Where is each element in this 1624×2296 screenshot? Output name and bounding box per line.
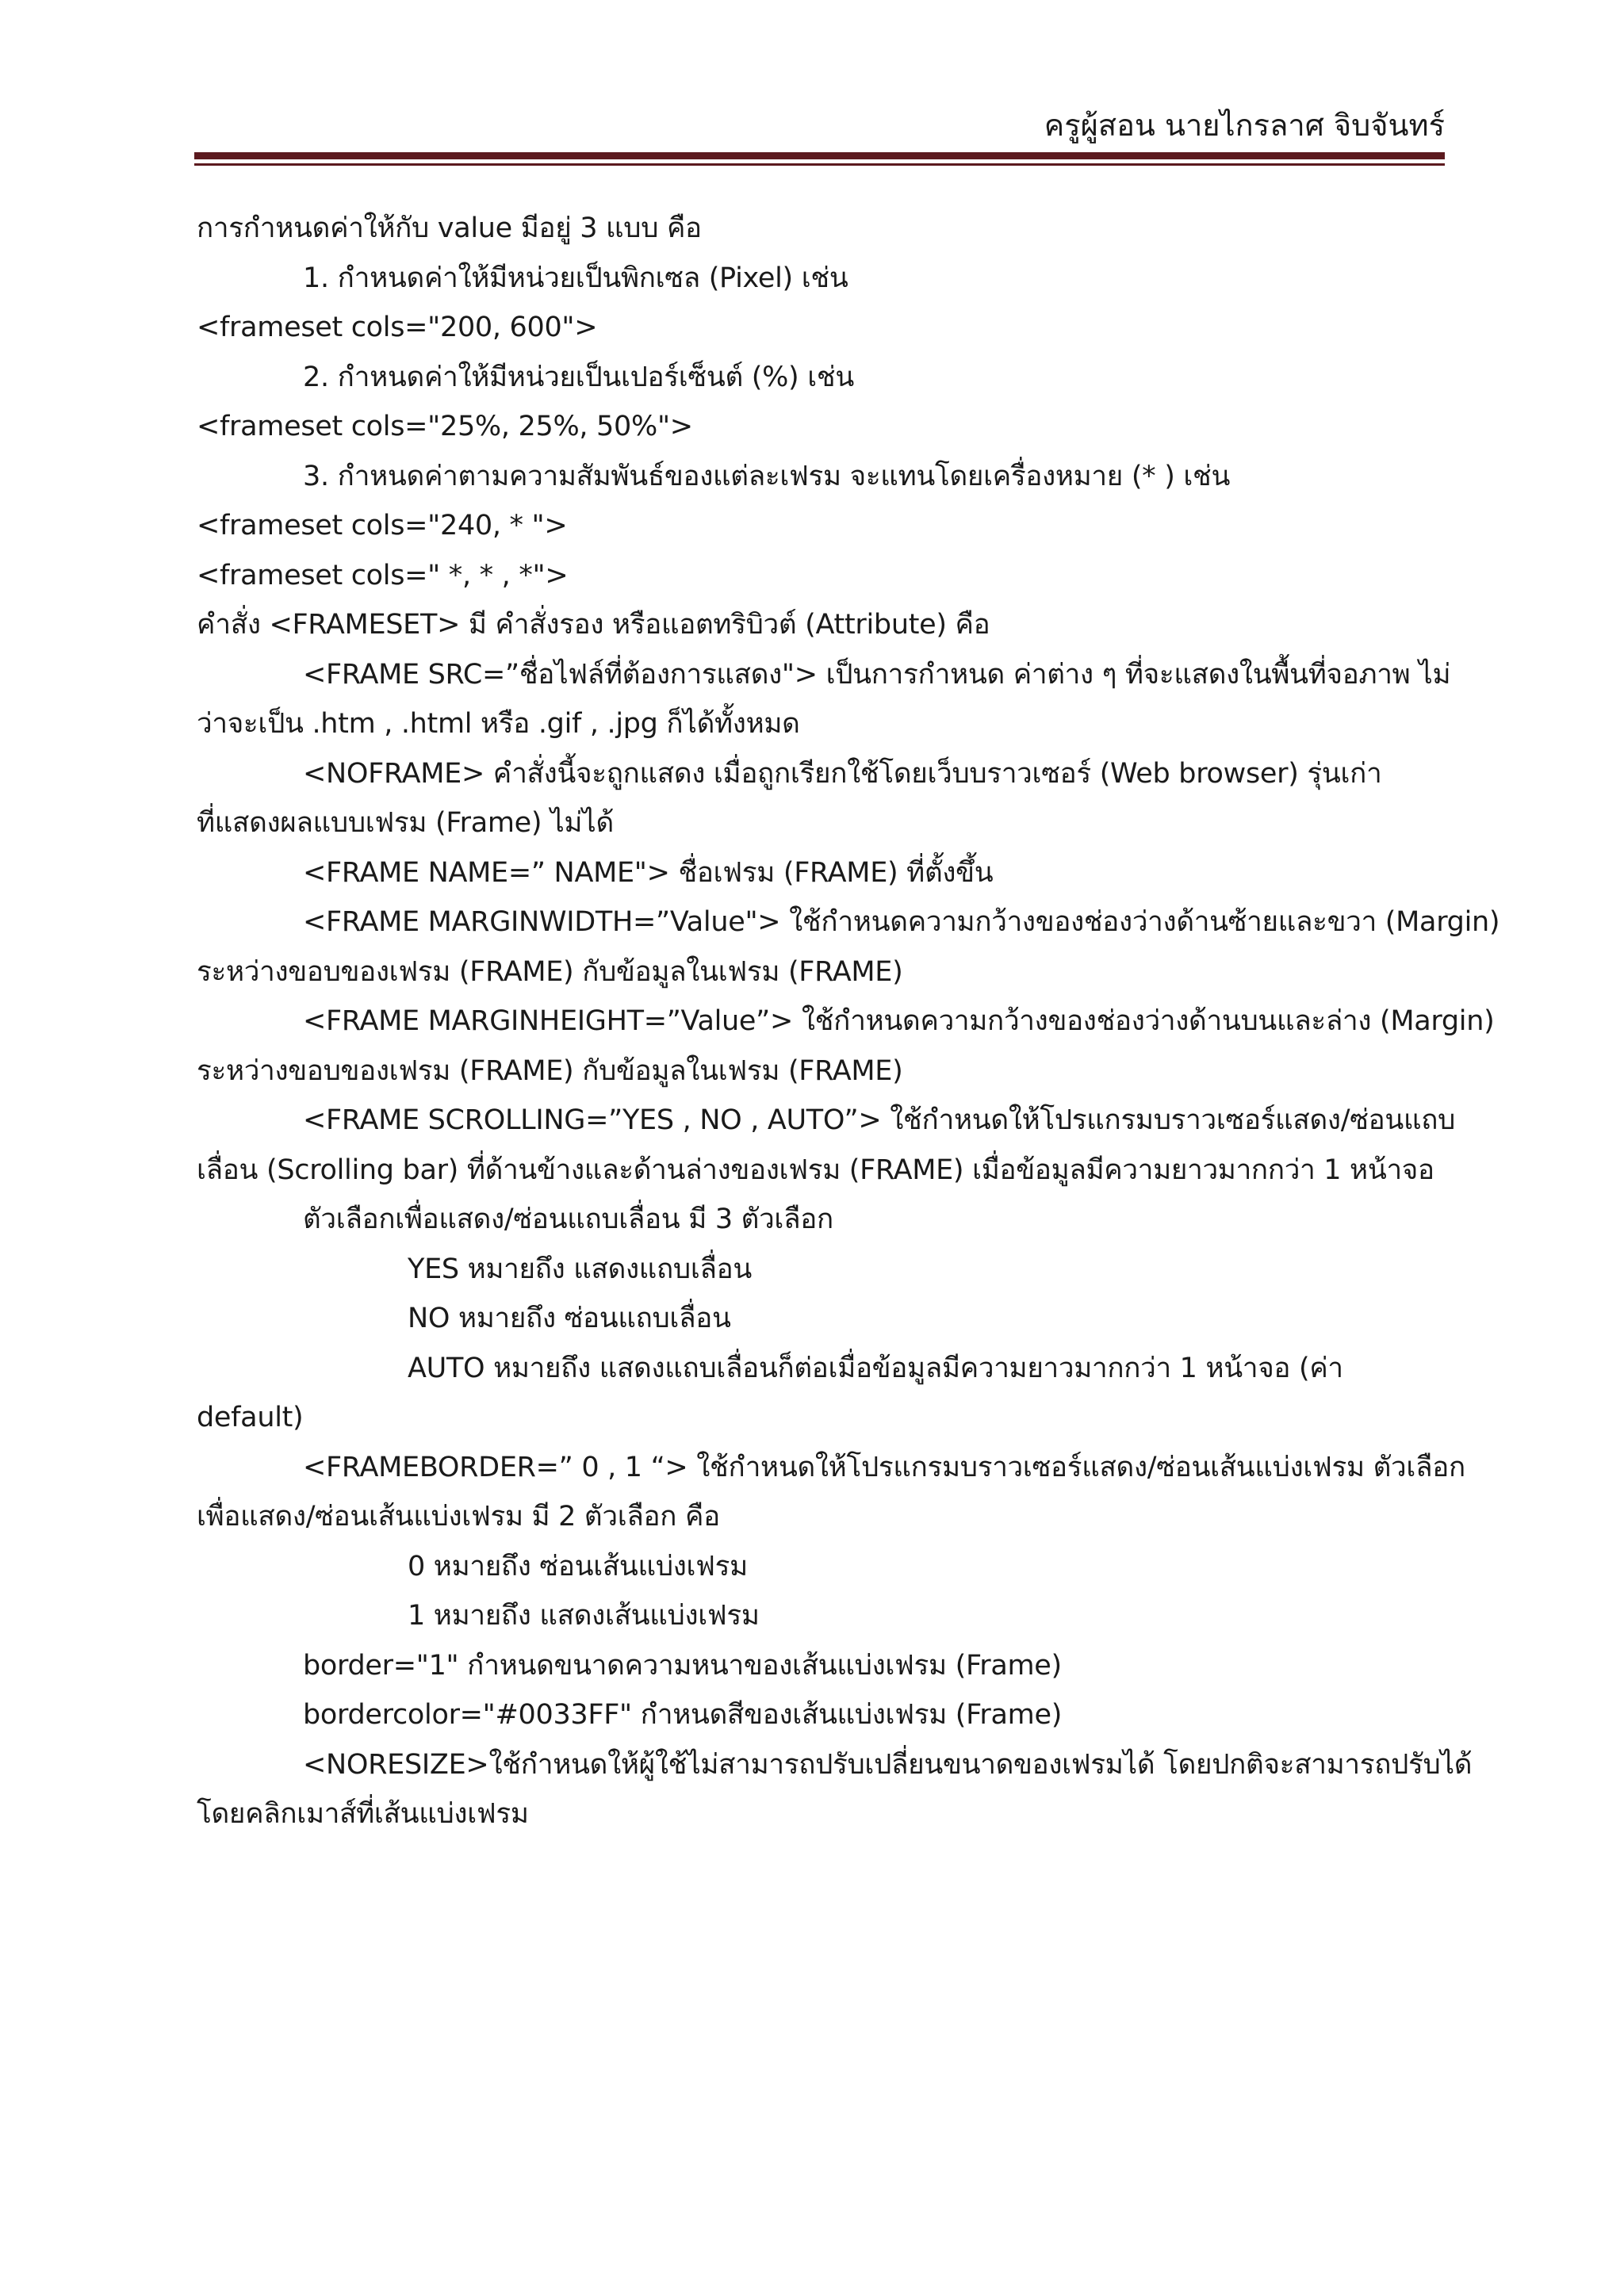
text-line: ว่าจะเป็น .htm , .html หรือ .gif , .jpg ก็ได้ทั้งหมด [197,708,800,740]
text-line: <frameset cols=" *, * , *"> [197,559,569,591]
text-line: <FRAME MARGINHEIGHT=”Value”> ใช้กำหนดความกว้างของช่องว่างด้านบนและล่าง (Margin) [303,1005,1495,1037]
page-header-teacher: ครูผู้สอน นายไกรลาศ จิบจันทร์ [1044,108,1445,143]
header-rule-thin [194,163,1445,166]
text-line: AUTO หมายถึง แสดงแถบเลื่อนก็ต่อเมื่อข้อมูลมีความยาวมากกว่า 1 หน้าจอ (ค่า [408,1352,1343,1384]
text-line: NO หมายถึง ซ่อนแถบเลื่อน [408,1303,731,1334]
text-line: bordercolor="#0033FF" กำหนดสีของเส้นแบ่งเฟรม (Frame) [303,1699,1063,1731]
text-line: เพื่อแสดง/ซ่อนเส้นแบ่งเฟรม มี 2 ตัวเลือก คือ [197,1501,720,1533]
text-line: ที่แสดงผลแบบเฟรม (Frame) ไม่ได้ [197,807,614,839]
text-line: <frameset cols="25%, 25%, 50%"> [197,411,693,442]
document-body [197,204,1500,1839]
text-line: <FRAME NAME=” NAME"> ชื่อเฟรม (FRAME) ที่ตั้งขึ้น [303,856,994,889]
text-line: 1 หมายถึง แสดงเส้นแบ่งเฟรม [408,1600,760,1632]
text-line: <frameset cols="200, 600"> [197,312,598,343]
text-line: <NOFRAME> คำสั่งนี้จะถูกแสดง เมื่อถูกเรียกใช้โดยเว็บบราวเซอร์ (Web browser) รุ่นเก่า [303,757,1382,790]
text-line: YES หมายถึง แสดงแถบเลื่อน [408,1253,753,1285]
text-line: 1. กำหนดค่าให้มีหน่วยเป็นพิกเซล (Pixel) เช่น [303,262,848,294]
text-line: <FRAMEBORDER=” 0 , 1 “> ใช้กำหนดให้โปรแกรมบราวเซอร์แสดง/ซ่อนเส้นแบ่งเฟรม ตัวเลือก [303,1451,1465,1483]
text-line: <FRAME SRC=”ชื่อไฟล์ที่ต้องการแสดง"> เป็นการกำหนด ค่าต่าง ๆ ที่จะแสดงในพื้นที่จอภาพ ไม่ [303,658,1451,691]
text-line: <FRAME MARGINWIDTH=”Value"> ใช้กำหนดความกว้างของช่องว่างด้านซ้ายและขวา (Margin) [303,906,1500,938]
text-line: default) [197,1402,304,1433]
text-line: 2. กำหนดค่าให้มีหน่วยเป็นเปอร์เซ็นต์ (%) เช่น [303,361,854,393]
text-line: โดยคลิกเมาส์ที่เส้นแบ่งเฟรม [197,1798,529,1830]
text-line: 0 หมายถึง ซ่อนเส้นแบ่งเฟรม [408,1550,748,1582]
text-line: ตัวเลือกเพื่อแสดง/ซ่อนแถบเลื่อน มี 3 ตัวเลือก [303,1203,833,1235]
text-line: คำสั่ง <FRAMESET> มี คำสั่งรอง หรือแอตทริบิวต์ (Attribute) คือ [197,609,990,641]
text-line: การกำหนดค่าให้กับ value มีอยู่ 3 แบบ คือ [197,212,702,244]
text-line: border="1" กำหนดขนาดความหนาของเส้นแบ่งเฟรม (Frame) [303,1649,1062,1682]
text-line: 3. กำหนดค่าตามความสัมพันธ์ของแต่ละเฟรม จะแทนโดยเครื่องหมาย (* ) เช่น [303,460,1231,492]
text-line: เลื่อน (Scrolling bar) ที่ด้านข้างและด้านล่างของเฟรม (FRAME) เมื่อข้อมูลมีความยาวมากกว่า 1 หน้าจอ [197,1154,1434,1186]
header-rule-thick [194,152,1445,159]
text-line: ระหว่างขอบของเฟรม (FRAME) กับข้อมูลในเฟรม (FRAME) [197,1054,903,1087]
text-line: <FRAME SCROLLING=”YES , NO , AUTO”> ใช้กำหนดให้โปรแกรมบราวเซอร์แสดง/ซ่อนแถบ [303,1104,1456,1136]
text-line: <frameset cols="240, * "> [197,510,568,541]
text-line: ระหว่างขอบของเฟรม (FRAME) กับข้อมูลในเฟรม (FRAME) [197,955,903,988]
text-line: <NORESIZE>ใช้กำหนดให้ผู้ใช้ไม่สามารถปรับเปลี่ยนขนาดของเฟรมได้ โดยปกติจะสามารถปรับได้ [303,1748,1473,1781]
